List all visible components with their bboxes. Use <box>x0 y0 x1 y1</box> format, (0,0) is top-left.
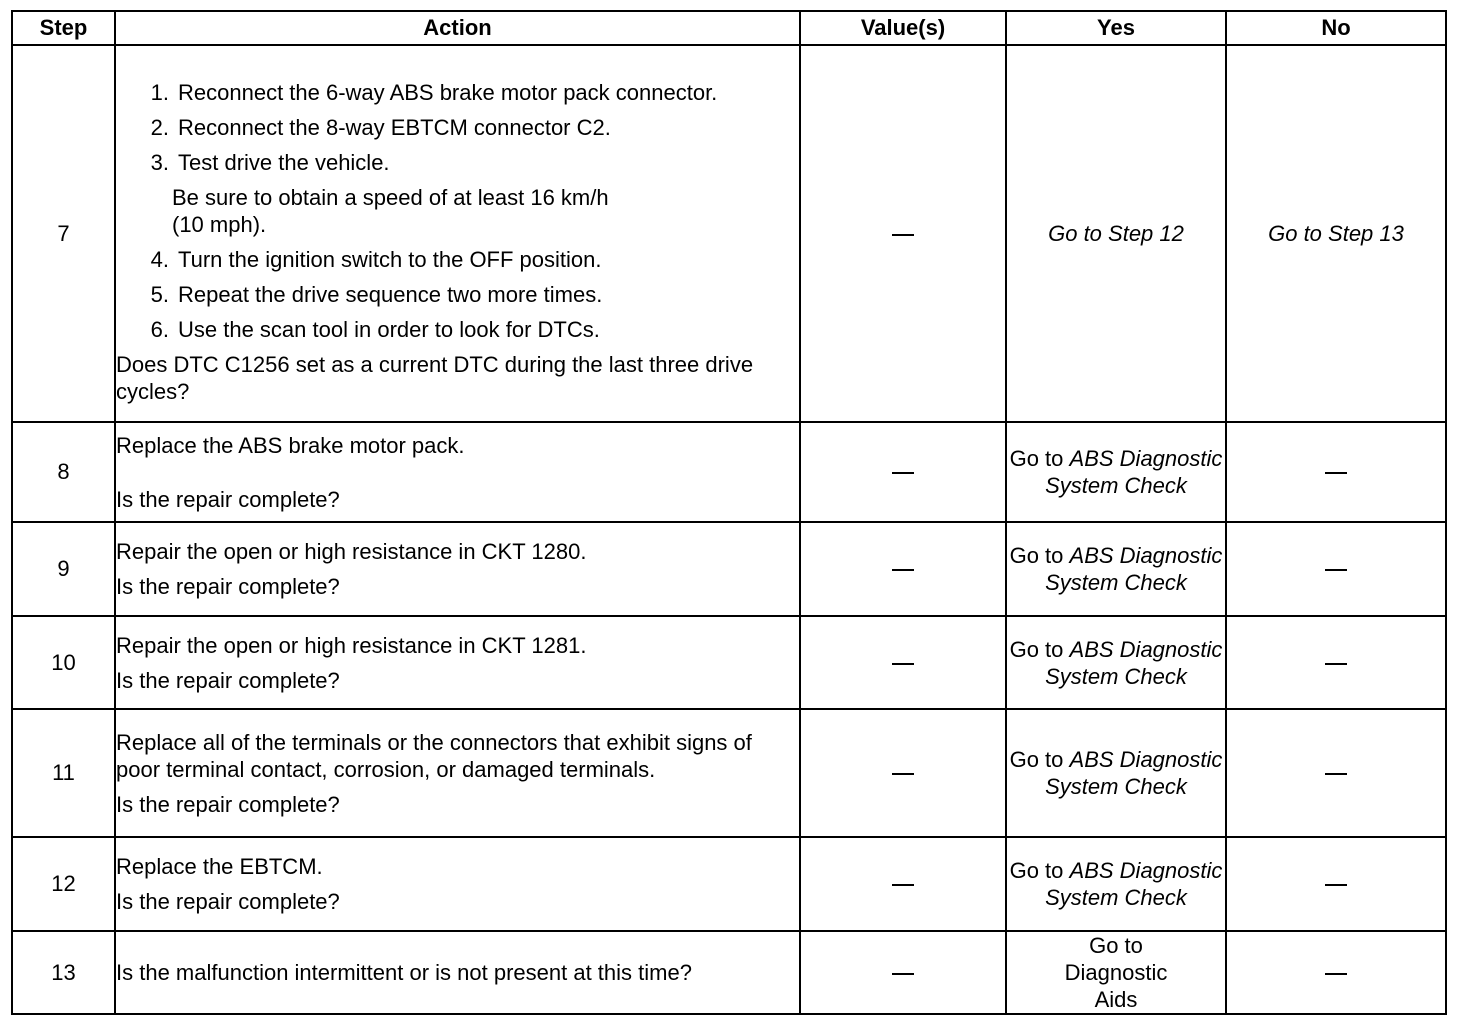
action-question: Is the repair complete? <box>116 889 340 914</box>
action-text: Replace all of the terminals or the connectors that exhibit signs of poor terminal contact, corrosion, or damaged terminals. <box>116 729 752 782</box>
table-row-step-10 <box>12 616 1446 709</box>
no-cell <box>1226 931 1446 1014</box>
header-yes: Yes <box>1006 11 1226 45</box>
value-cell <box>800 837 1006 931</box>
yes-cell <box>1006 422 1226 522</box>
value-cell <box>800 931 1006 1014</box>
action-cell <box>115 45 800 422</box>
action-text: Replace the ABS brake motor pack. <box>116 432 465 458</box>
go-to-prefix: Go to <box>1009 543 1064 568</box>
table-row-step-11 <box>12 709 1446 837</box>
list-item <box>116 316 799 343</box>
step-number: 11 <box>12 709 115 837</box>
abs-system-check-link[interactable]: ABS Diagnostic System Check <box>1045 747 1223 799</box>
substep-number: 1. <box>150 79 169 105</box>
abs-system-check-link[interactable]: ABS Diagnostic System Check <box>1045 543 1223 595</box>
action-question: Is the repair complete? <box>116 486 340 512</box>
list-item <box>116 246 799 273</box>
action-question: Is the repair complete? <box>116 667 340 693</box>
diagnostic-aids-link[interactable]: Go to Diagnostic Aids <box>1064 933 1168 1012</box>
header-values: Value(s) <box>800 11 1006 45</box>
header-action: Action <box>115 11 800 45</box>
step-number: 13 <box>12 931 115 1014</box>
dash-mark <box>892 472 914 474</box>
table-row-step-9 <box>12 522 1446 616</box>
substep-list <box>116 246 799 343</box>
no-cell <box>1226 422 1446 522</box>
go-to-step-link[interactable]: Go to Step 13 <box>1268 220 1404 246</box>
dash-mark <box>892 973 914 975</box>
dash-mark <box>1325 884 1347 886</box>
action-text: Repair the open or high resistance in CKT 1280. <box>116 539 587 564</box>
no-cell <box>1226 837 1446 931</box>
table-row-step-7 <box>12 45 1446 422</box>
substep-text: Test drive the vehicle. <box>178 149 390 175</box>
step-number: 7 <box>12 45 115 422</box>
go-to-prefix: Go to <box>1009 636 1064 662</box>
dash-mark <box>1325 973 1347 975</box>
list-item <box>116 281 799 308</box>
value-cell <box>800 422 1006 522</box>
substep-list <box>116 79 799 176</box>
list-item <box>116 79 799 106</box>
action-cell <box>115 709 800 837</box>
dash-mark <box>1325 663 1347 665</box>
step-number: 12 <box>12 837 115 931</box>
dash-mark <box>1325 472 1347 474</box>
dash-mark <box>1325 773 1347 775</box>
step-number: 10 <box>12 616 115 709</box>
substep-number: 2. <box>150 114 169 140</box>
value-cell <box>800 45 1006 422</box>
go-to-prefix: Go to <box>1009 747 1064 772</box>
go-to-step-link[interactable]: Go to Step 12 <box>1048 221 1184 246</box>
substep-number: 4. <box>150 246 169 272</box>
yes-cell <box>1006 931 1226 1014</box>
list-item <box>116 114 799 141</box>
table-row-step-12 <box>12 837 1446 931</box>
table-row-step-13 <box>12 931 1446 1014</box>
action-question: Is the repair complete? <box>116 791 340 817</box>
dash-mark <box>892 773 914 775</box>
action-cell <box>115 837 800 931</box>
value-cell <box>800 709 1006 837</box>
dash-mark <box>892 663 914 665</box>
table-row-step-8 <box>12 422 1446 522</box>
dash-mark <box>892 569 914 571</box>
action-question: Is the repair complete? <box>116 574 340 599</box>
action-cell <box>115 422 800 522</box>
no-cell <box>1226 709 1446 837</box>
header-no: No <box>1226 11 1446 45</box>
abs-system-check-link[interactable]: ABS Diagnostic System Check <box>1045 636 1223 689</box>
dash-mark <box>892 234 914 236</box>
no-cell <box>1226 522 1446 616</box>
header-step: Step <box>12 11 115 45</box>
value-cell <box>800 522 1006 616</box>
dash-mark <box>892 884 914 886</box>
abs-system-check-link[interactable]: ABS Diagnostic System Check <box>1045 446 1223 498</box>
action-cell <box>115 931 800 1014</box>
action-cell <box>115 616 800 709</box>
substep-text: Use the scan tool in order to look for DTCs. <box>178 316 600 342</box>
action-text: Repair the open or high resistance in CKT 1281. <box>116 632 587 658</box>
header-row <box>12 11 1446 45</box>
action-cell <box>115 522 800 616</box>
step-number: 9 <box>12 522 115 616</box>
no-cell <box>1226 616 1446 709</box>
no-cell <box>1226 45 1446 422</box>
go-to-prefix: Go to <box>1009 858 1064 883</box>
go-to-prefix: Go to <box>1009 446 1064 471</box>
value-cell <box>800 616 1006 709</box>
substep-number: 6. <box>150 316 169 342</box>
substep-number: 3. <box>150 149 169 175</box>
action-question: Does DTC C1256 set as a current DTC during the last three drive cycles? <box>116 351 754 404</box>
diagnostic-table <box>11 10 1447 1015</box>
action-question: Is the malfunction intermittent or is not present at this time? <box>116 960 692 985</box>
substep-text: Repeat the drive sequence two more times. <box>178 281 603 307</box>
substep-number: 5. <box>150 281 169 307</box>
substep-text: Reconnect the 8-way EBTCM connector C2. <box>178 114 611 140</box>
dash-mark <box>1325 569 1347 571</box>
substep-note: Be sure to obtain a speed of at least 16 km/h (10 mph). <box>172 184 609 237</box>
abs-system-check-link[interactable]: ABS Diagnostic System Check <box>1045 858 1223 910</box>
action-text: Replace the EBTCM. <box>116 854 323 879</box>
list-item <box>116 149 799 176</box>
yes-cell <box>1006 709 1226 837</box>
step-number: 8 <box>12 422 115 522</box>
yes-cell <box>1006 616 1226 709</box>
yes-cell <box>1006 522 1226 616</box>
substep-text: Reconnect the 6-way ABS brake motor pack connector. <box>178 79 718 105</box>
substep-text: Turn the ignition switch to the OFF position. <box>178 246 602 272</box>
yes-cell <box>1006 45 1226 422</box>
yes-cell <box>1006 837 1226 931</box>
